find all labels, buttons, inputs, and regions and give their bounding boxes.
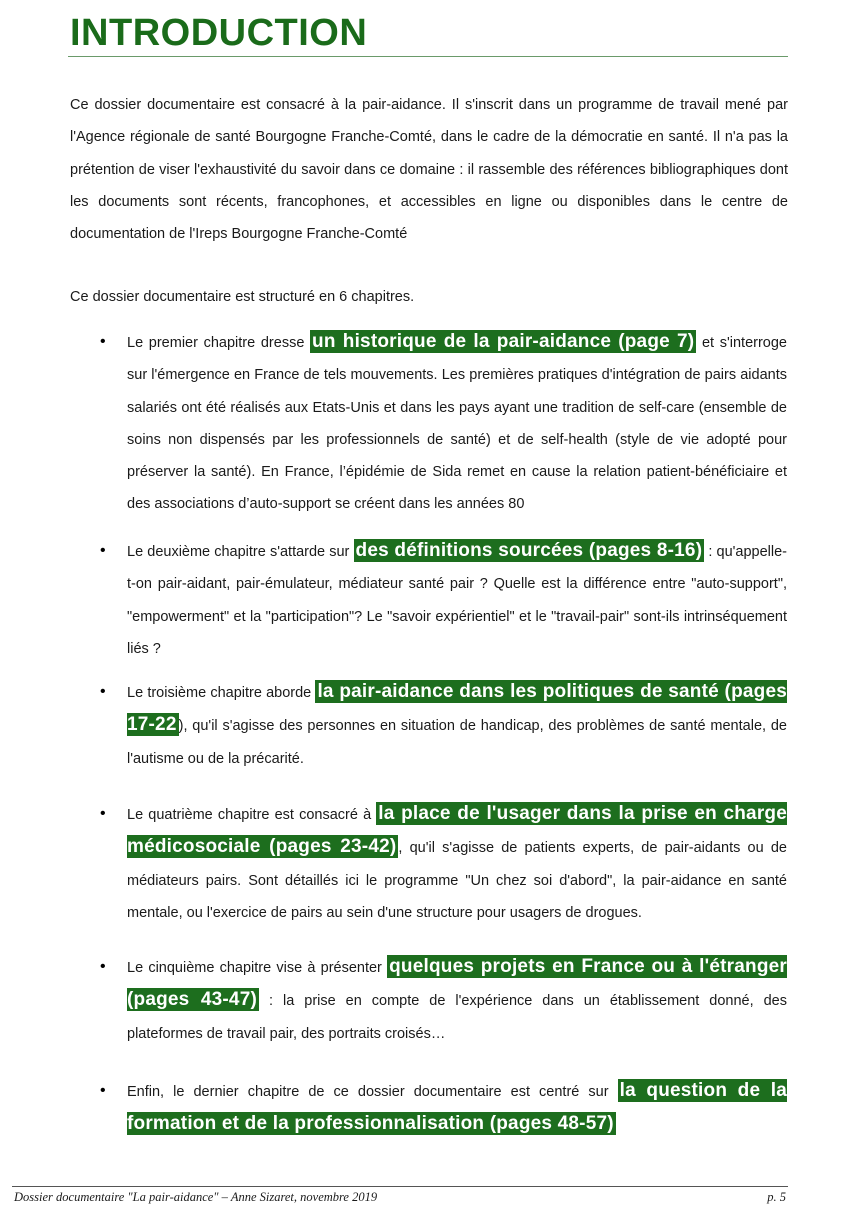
- structure-sentence: Ce dossier documentaire est structuré en 6 chapitres.: [70, 289, 415, 305]
- chapter-text-before: Le quatrième chapitre est consacré à: [127, 807, 377, 823]
- chapter-highlight-link[interactable]: la question de la formation et de la professionnalisation (pages 48-57): [127, 1080, 787, 1135]
- chapter-item-6: [127, 1075, 787, 1142]
- chapter-text-after: , qu'il s'agisse de patients experts, de pair-aidants ou de médiateurs pairs. Sont détaillés ici le programme "Un chez soi d'abord", la pair-aidance en santé mentale, ou l'exercice de pairs au sein d'une structure pour usagers de drogues.: [127, 840, 787, 921]
- chapter-highlight-link[interactable]: des définitions sourcées (pages 8-16): [355, 540, 703, 561]
- chapter-text-before: Le premier chapitre dresse: [127, 335, 311, 351]
- page-number: p. 5: [767, 1190, 786, 1204]
- chapter-text-before: Le troisième chapitre aborde: [127, 685, 316, 701]
- chapter-text-before: Enfin, le dernier chapitre de ce dossier documentaire est centré sur: [127, 1084, 618, 1100]
- chapter-item-1: [127, 326, 787, 521]
- chapter-text-before: Le deuxième chapitre s'attarde sur: [127, 544, 354, 560]
- page-title: INTRODUCTION: [70, 12, 368, 54]
- chapter-item-5: [127, 951, 787, 1050]
- chapter-highlight-link[interactable]: quelques projets en France ou à l'étranger (pages 43-47): [127, 956, 787, 1011]
- chapter-text-after: ), qu'il s'agisse des personnes en situation de handicap, des problèmes de santé mentale, de l'autisme ou de la précarité.: [127, 718, 787, 767]
- chapter-highlight-link[interactable]: la pair-aidance dans les politiques de santé (pages 17-22: [127, 681, 787, 736]
- chapter-highlight-link[interactable]: un historique de la pair-aidance (page 7): [312, 331, 695, 352]
- chapter-text-after: : la prise en compte de l'expérience dans un établissement donné, des plateformes de travail pair, des portraits croisés…: [127, 993, 787, 1042]
- footer-divider: [12, 1186, 788, 1187]
- title-divider: [68, 56, 788, 57]
- chapter-text-before: Le cinquième chapitre vise à présenter: [127, 960, 388, 976]
- chapter-text-after: et s'interroge sur l'émergence en France de tels mouvements. Les premières pratiques d'intégration de pairs aidants salariés ont été réalisés aux Etats-Unis et dans les pays ayant une tradition de self-care (ensemble de soins non dispensés par les professionnels de santé) et de self-health (style de vie adopté pour préserver la santé). En France, l’épidémie de Sida remet en cause la relation patient-bénéficiaire et des associations d’auto-support se créent dans les années 80: [127, 335, 787, 513]
- chapter-item-4: [127, 798, 787, 929]
- chapter-text-after: : qu'appelle-t-on pair-aidant, pair-émulateur, médiateur santé pair ? Quelle est la différence entre "auto-support", "empowerment" et la "participation"? Le "savoir expérientiel" et le "travail-pair" sont-ils intrinséquement liés ?: [127, 544, 787, 657]
- chapter-highlight-link[interactable]: la place de l'usager dans la prise en charge médicosociale (pages 23-42): [127, 803, 787, 858]
- chapter-item-3: [127, 676, 787, 775]
- intro-paragraph: Ce dossier documentaire est consacré à la pair-aidance. Il s'inscrit dans un programme de travail mené par l'Agence régionale de santé Bourgogne Franche-Comté, dans le cadre de la démocratie en santé. Il n'a pas la prétention de viser l'exhaustivité du savoir dans ce domaine : il rassemble des références bibliographiques dont les documents sont récents, francophones, et accessibles en ligne ou disponibles dans le centre de documentation de l'Ireps Bourgogne Franche-Comté: [70, 97, 788, 243]
- chapter-item-2: [127, 535, 787, 665]
- footer-citation: Dossier documentaire "La pair-aidance" – Anne Sizaret, novembre 2019: [14, 1190, 378, 1204]
